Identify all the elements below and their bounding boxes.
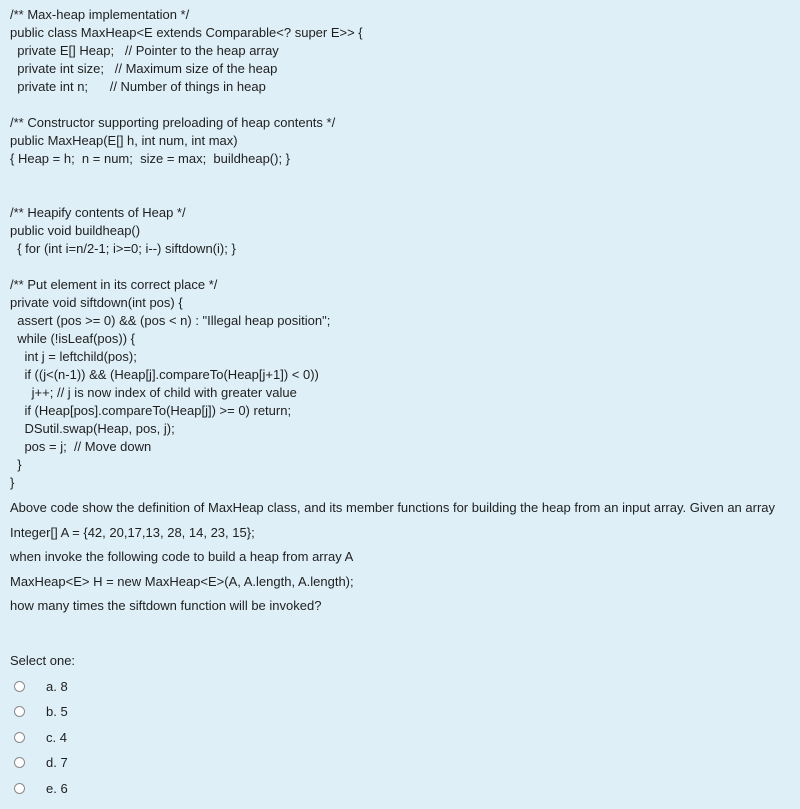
question-line: MaxHeap<E> H = new MaxHeap<E>(A, A.length, A.length); bbox=[10, 573, 354, 589]
code-line bbox=[10, 96, 790, 114]
code-line: public void buildheap() bbox=[10, 223, 141, 238]
code-line: private int n; // Number of things in heap bbox=[10, 79, 266, 94]
code-line bbox=[10, 258, 790, 276]
code-line: if (Heap[pos].compareTo(Heap[j]) >= 0) return; bbox=[10, 403, 292, 418]
radio-button-icon[interactable] bbox=[14, 732, 25, 743]
code-line: j++; // j is now index of child with greater value bbox=[10, 385, 297, 400]
code-line bbox=[10, 186, 790, 204]
code-block bbox=[10, 6, 790, 492]
option-label[interactable]: e. 6 bbox=[46, 780, 68, 796]
select-one-label: Select one: bbox=[10, 652, 76, 668]
code-line: /** Max-heap implementation */ bbox=[10, 7, 190, 22]
radio-button-icon[interactable] bbox=[14, 681, 25, 692]
code-line: public class MaxHeap<E extends Comparable<? super E>> { bbox=[10, 25, 363, 40]
option-label[interactable]: c. 4 bbox=[46, 729, 67, 745]
code-line: } bbox=[10, 457, 22, 472]
question-line: how many times the siftdown function will be invoked? bbox=[10, 598, 322, 613]
code-line: private int size; // Maximum size of the heap bbox=[10, 61, 278, 76]
code-line: public MaxHeap(E[] h, int num, int max) bbox=[10, 133, 238, 148]
code-line: { for (int i=n/2-1; i>=0; i--) siftdown(i); } bbox=[10, 241, 236, 256]
code-line: while (!isLeaf(pos)) { bbox=[10, 331, 135, 346]
code-line: /** Put element in its correct place */ bbox=[10, 277, 218, 292]
code-line: pos = j; // Move down bbox=[10, 439, 152, 454]
option-a[interactable] bbox=[10, 674, 790, 700]
question-text bbox=[10, 496, 790, 619]
option-d[interactable] bbox=[10, 750, 790, 776]
radio-button-icon[interactable] bbox=[14, 757, 25, 768]
code-line bbox=[10, 168, 790, 186]
code-line: /** Heapify contents of Heap */ bbox=[10, 205, 186, 220]
option-label[interactable]: b. 5 bbox=[46, 704, 68, 720]
radio-button-icon[interactable] bbox=[14, 783, 25, 794]
code-line: assert (pos >= 0) && (pos < n) : "Illegal heap position"; bbox=[10, 313, 331, 328]
code-line: private E[] Heap; // Pointer to the heap array bbox=[10, 43, 279, 58]
question-line: Integer[] A = {42, 20,17,13, 28, 14, 23, 15}; bbox=[10, 524, 255, 540]
code-line: /** Constructor supporting preloading of heap contents */ bbox=[10, 115, 336, 130]
code-line: { Heap = h; n = num; size = max; buildheap(); } bbox=[10, 151, 291, 166]
question-line: Above code show the definition of MaxHeap class, and its member functions for building the heap from an input array. Given an array bbox=[10, 500, 776, 515]
option-label[interactable]: a. 8 bbox=[46, 678, 68, 694]
code-line: } bbox=[10, 475, 15, 490]
radio-button-icon[interactable] bbox=[14, 706, 25, 717]
option-label[interactable]: d. 7 bbox=[46, 755, 68, 771]
code-line: if ((j<(n-1)) && (Heap[j].compareTo(Heap[j+1]) < 0)) bbox=[10, 367, 319, 382]
answer-options bbox=[10, 674, 790, 802]
question-line: when invoke the following code to build a heap from array A bbox=[10, 549, 354, 564]
code-line: private void siftdown(int pos) { bbox=[10, 295, 183, 310]
code-line: DSutil.swap(Heap, pos, j); bbox=[10, 421, 175, 436]
option-c[interactable] bbox=[10, 725, 790, 751]
option-e[interactable] bbox=[10, 776, 790, 802]
code-line: int j = leftchild(pos); bbox=[10, 349, 137, 364]
option-b[interactable] bbox=[10, 699, 790, 725]
